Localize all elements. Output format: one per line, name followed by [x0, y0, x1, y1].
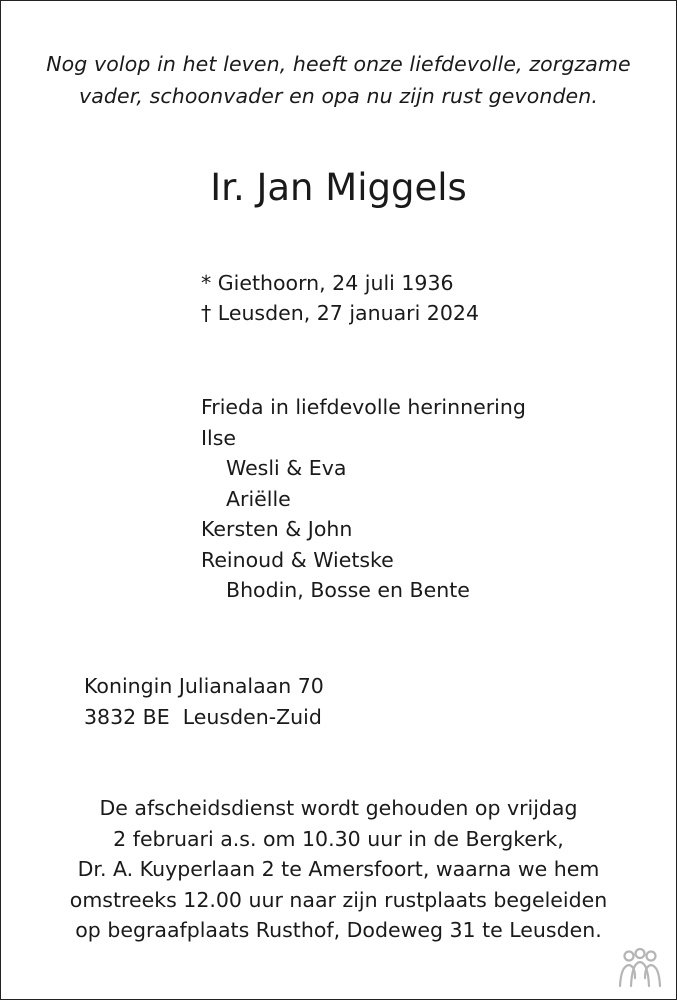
people-group-icon — [615, 948, 665, 990]
life-dates — [201, 268, 479, 328]
correspondence-address — [84, 671, 324, 732]
family-member: Ilse — [201, 425, 237, 450]
family-member: Reinoud & Wietske — [201, 547, 394, 572]
intro-text — [20, 48, 657, 112]
family-member: Kersten & John — [201, 517, 353, 541]
service-line: Dr. A. Kuyperlaan 2 te Amersfoort, waarna we hem — [77, 857, 600, 881]
deceased-name: Ir. Jan Miggels — [210, 166, 467, 209]
family-member: Wesli & Eva — [226, 456, 347, 480]
death-date: † Leusden, 27 januari 2024 — [201, 301, 479, 325]
service-line: De afscheidsdienst wordt gehouden op vrijdag — [99, 796, 578, 820]
family-list — [201, 392, 526, 606]
address-street: Koningin Julianalaan 70 — [84, 674, 324, 698]
service-announcement — [20, 793, 657, 946]
birth-date: * Giethoorn, 24 juli 1936 — [201, 271, 454, 295]
family-member: Bhodin, Bosse en Bente — [226, 578, 470, 602]
service-line: 2 februari a.s. om 10.30 uur in de Bergkerk, — [113, 826, 564, 851]
intro-line: Nog volop in het leven, heeft onze liefdevolle, zorgzame — [46, 52, 631, 76]
family-member: Ariëlle — [226, 486, 291, 511]
service-line: omstreeks 12.00 uur naar zijn rustplaats begeleiden — [69, 887, 608, 912]
service-line: op begraafplaats Rusthof, Dodeweg 31 te Leusden. — [75, 918, 602, 942]
family-member: Frieda in liefdevolle herinnering — [201, 395, 526, 419]
address-city: 3832 BE Leusden-Zuid — [84, 704, 322, 729]
intro-line: vader, schoonvader en opa nu zijn rust gevonden. — [79, 84, 598, 108]
